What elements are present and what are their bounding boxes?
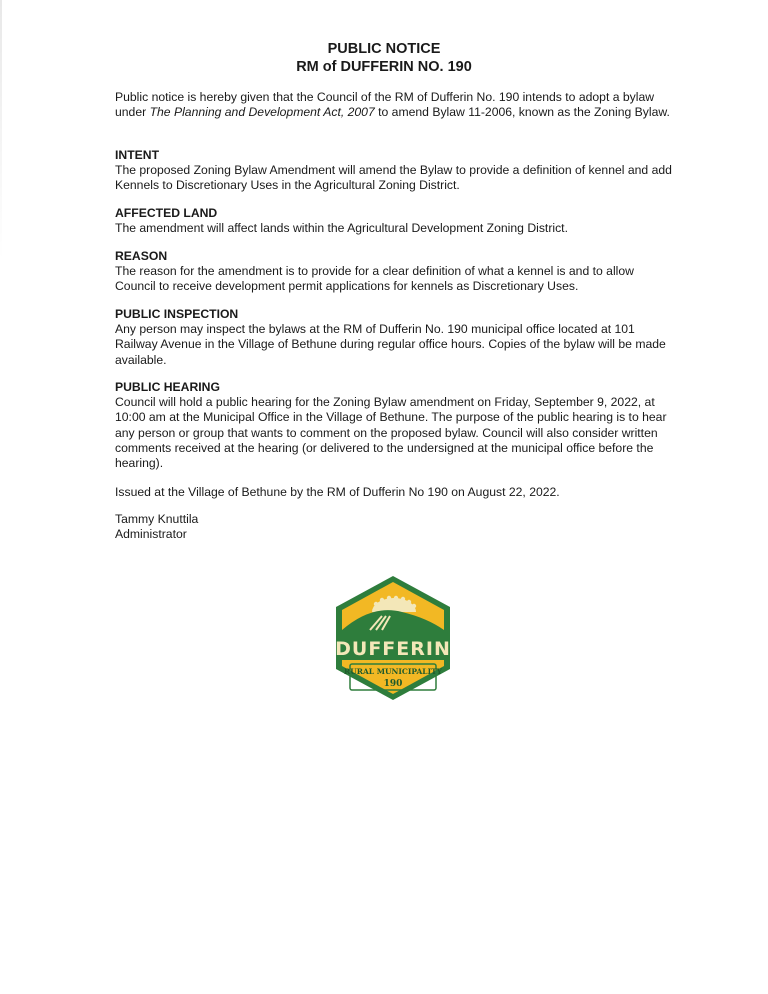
section-text: The reason for the amendment is to provide for a clear definition of what a kennel is and to allow Council to receive development permit applications for kennels as Discretionary Uses. bbox=[115, 264, 634, 294]
intro-paragraph bbox=[115, 90, 675, 120]
section-text: Any person may inspect the bylaws at the RM of Dufferin No. 190 municipal office located at 101 Railway Avenue in the Village of Bethune during regular office hours. Copies of the bylaw will be made available. bbox=[115, 322, 666, 367]
notice-subtitle: RM of DUFFERIN NO. 190 bbox=[296, 59, 472, 75]
section-text: Council will hold a public hearing for the Zoning Bylaw amendment on Friday, September 9, 2022, at 10:00 am at the Municipal Office in the Village of Bethune. The purpose of the public hearing is to hear any person or group that wants to comment on the proposed bylaw. Council will also consider written comments received at the hearing (or delivered to the undersigned at the municipal office before the hearing). bbox=[115, 395, 667, 471]
intro-text-end: to amend Bylaw 11-2006, known as the Zoning Bylaw. bbox=[374, 105, 670, 120]
logo-subtitle-text: RURAL MUNICIPALITY bbox=[343, 667, 443, 676]
intro-text-start: Public notice is hereby given that the Council of the RM of Dufferin No. 190 intends to adopt a bylaw under bbox=[115, 90, 655, 120]
signature-block bbox=[115, 512, 675, 542]
section-public-inspection bbox=[115, 307, 675, 368]
section-heading: INTENT bbox=[115, 148, 160, 162]
section-reason bbox=[115, 249, 675, 295]
signer-title: Administrator bbox=[115, 527, 187, 542]
logo-name-text: DUFFERIN bbox=[335, 638, 451, 660]
section-public-hearing bbox=[115, 380, 675, 471]
section-affected-land bbox=[115, 206, 675, 236]
scan-edge-shadow bbox=[0, 0, 2, 260]
issued-statement: Issued at the Village of Bethune by the RM of Dufferin No 190 on August 22, 2022. bbox=[115, 485, 560, 499]
section-intent bbox=[115, 148, 675, 194]
section-text: The amendment will affect lands within the Agricultural Development Zoning District. bbox=[115, 221, 568, 236]
section-heading: PUBLIC HEARING bbox=[115, 380, 220, 394]
logo-number-text: 190 bbox=[383, 679, 403, 689]
notice-title: PUBLIC NOTICE bbox=[327, 41, 441, 57]
section-heading: REASON bbox=[115, 249, 168, 263]
section-text: The proposed Zoning Bylaw Amendment will amend the Bylaw to provide a definition of kennel and add Kennels to Discretionary Uses in the Agricultural Zoning District. bbox=[115, 163, 672, 193]
section-heading: PUBLIC INSPECTION bbox=[115, 307, 239, 321]
section-heading: AFFECTED LAND bbox=[115, 206, 218, 220]
signer-name: Tammy Knuttila bbox=[115, 512, 199, 526]
dufferin-logo bbox=[332, 574, 454, 702]
act-title: The Planning and Development Act, 2007 bbox=[149, 105, 375, 120]
